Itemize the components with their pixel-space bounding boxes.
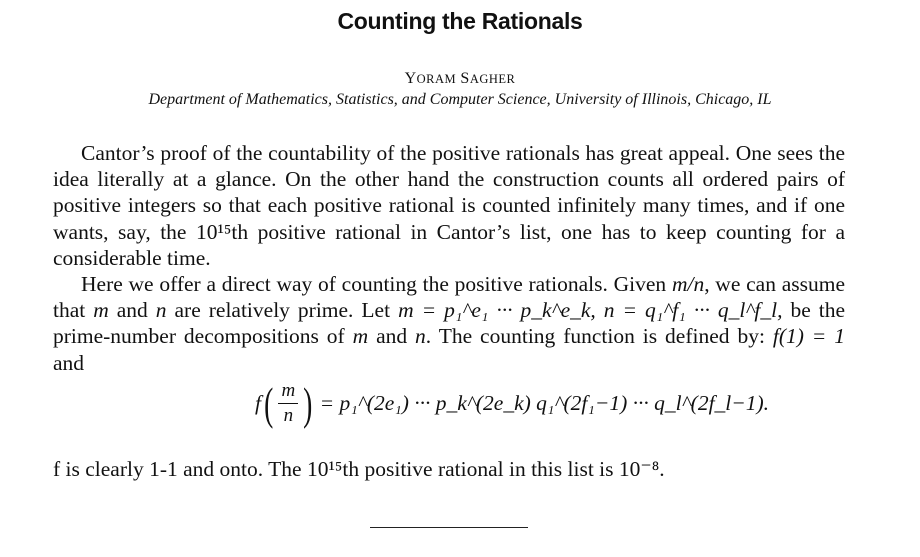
p2-text-8: and [53,350,85,375]
m-over-n: m/n [671,272,705,297]
right-paren: ) [303,377,313,429]
p2-text-2: , we can assume that [53,272,845,323]
f-of-one: f(1) = 1 [772,324,845,349]
article-body [53,140,845,376]
fraction-m-over-n [278,380,298,427]
p2-text-4: are relatively prime. Let [166,298,399,323]
author-first-rest: ORAM [416,72,457,86]
formula-rhs: = p₁^(2e₁) ··· p_k^(2e_k) q₁^(2f₁−1) ··· q_l^(2f_l−1). [319,391,770,415]
var-n-2: n [415,324,426,349]
paper-title: Counting the Rationals [337,8,583,34]
author-first-initial: Y [404,70,417,87]
end-rule [370,527,528,528]
author-name [0,70,920,88]
var-m-2: m [352,324,369,349]
paragraph-1: Cantor’s proof of the countability of the positive rationals has great appeal. One sees the idea literally at a glance. On the other hand the construction counts all ordered pairs of positive integers so that each positive rational is counted infinitely many times, and if one wants, say, the 10¹⁵th positive rational in Cantor’s list, one has to keep counting for a considerable time. [53,141,845,270]
p2-text-7: . The counting function is defined by: [425,324,773,349]
fraction-denominator: n [283,405,294,426]
author-last-initial: S [460,70,470,87]
p2-text-3: and [108,298,156,323]
prime-decomposition: m = p₁^e₁ ··· p_k^e_k, n = q₁^f₁ ··· q_l^f_l, [398,298,783,323]
author-affiliation: Department of Mathematics, Statistics, and Computer Science, University of Illinois, Chicago, IL [148,91,772,108]
paragraph-2 [53,271,845,376]
fraction-numerator: m [281,380,296,401]
p2-text-1: Here we offer a direct way of counting the positive rationals. Given [81,272,672,297]
left-paren: ( [264,377,274,429]
author-last-rest: AGHER [469,72,516,86]
p2-text-6: and [368,324,416,349]
var-n: n [155,298,167,323]
var-m: m [93,298,109,323]
p2-text-5: be the prime-number decompositions of [53,298,845,349]
counting-function-formula [255,377,770,429]
formula-f: f [255,391,261,415]
conclusion-line: f is clearly 1-1 and onto. The 10¹⁵th positive rational in this list is 10⁻⁸. [53,457,665,481]
fraction-bar [278,403,298,404]
